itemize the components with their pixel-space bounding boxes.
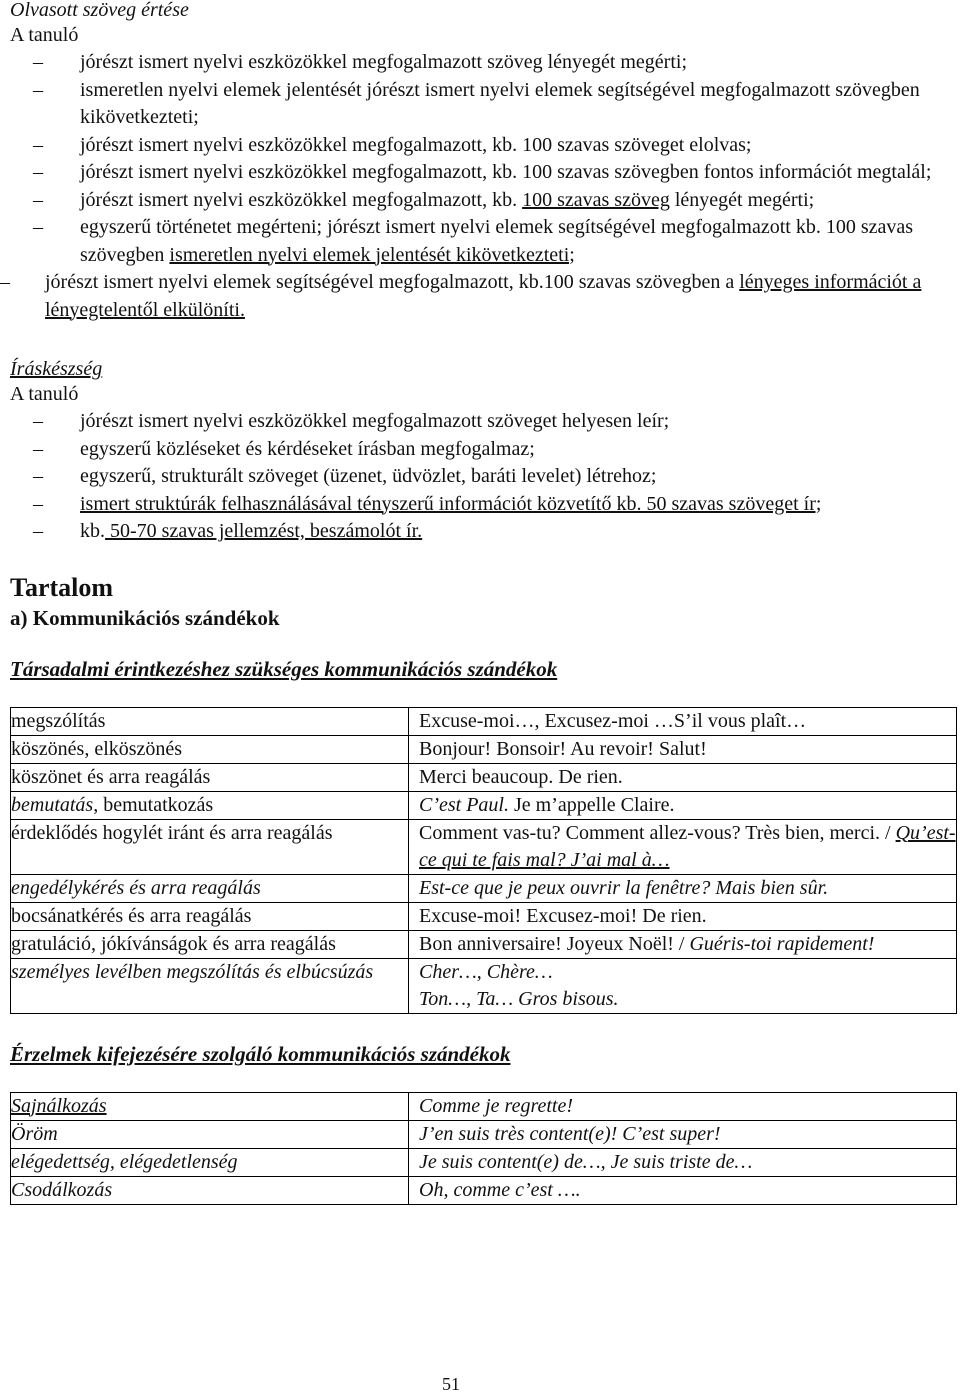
table-row [11, 958, 957, 1013]
table-row [11, 791, 957, 819]
table-cell: Est-ce que je peux ouvrir la fenêtre? Mais bien sûr. [409, 874, 957, 902]
table-row [11, 1092, 957, 1120]
table-cell: Excuse-moi! Excusez-moi! De rien. [409, 902, 957, 930]
table-row [11, 707, 957, 735]
table-cell: Comme je regrette! [409, 1092, 957, 1120]
list-item: – egyszerű történetet megérteni; jórészt ismert nyelvi elemek segítségével megfogalmazott kb. 100 szavas szövegben ismeretlen nyelvi elemek jelentését kikövetkezteti; [33, 216, 914, 266]
table-row [11, 930, 957, 958]
table-row [11, 819, 957, 874]
table-cell: Comment vas-tu? Comment allez-vous? Très bien, merci. / Qu’est-ce qui te fais mal? J’ai mal à… [409, 819, 957, 874]
table-cell: Öröm [11, 1120, 409, 1148]
list-item: – jórészt ismert nyelvi elemek segítségével megfogalmazott, kb.100 szavas szövegben a lényeges információt a lényegtelentől elkülöníti. [0, 271, 922, 321]
section-intro-reading: A tanuló [10, 24, 79, 46]
table-cell: C’est Paul. Je m’appelle Claire. [409, 791, 957, 819]
list-item: – ismeretlen nyelvi elemek jelentését jórészt ismert nyelvi elemek segítségével megfogalmazott szövegben kikövetkezteti; [33, 78, 920, 128]
table-cell: Sajnálkozás [11, 1092, 409, 1120]
writing-list [10, 408, 950, 546]
table-cell: köszönés, elköszönés [11, 735, 409, 763]
section-title-writing: Íráskészség [10, 358, 103, 380]
table-row [11, 874, 957, 902]
table-cell: bemutatás, bemutatkozás [11, 791, 409, 819]
content-heading: Tartalom [10, 572, 114, 602]
table-row [11, 1120, 957, 1148]
table-cell: Excuse-moi…, Excusez-moi …S’il vous plaît… [409, 707, 957, 735]
section-intro-writing: A tanuló [10, 383, 79, 405]
table-cell: Je suis content(e) de…, Je suis triste de… [409, 1148, 957, 1176]
table-cell: elégedettség, elégedetlenség [11, 1148, 409, 1176]
list-item: – jórészt ismert nyelvi eszközökkel megfogalmazott, kb. 100 szavas szöveg lényegét megérti; [33, 188, 815, 211]
table-row [11, 735, 957, 763]
table-cell: Oh, comme c’est …. [409, 1176, 957, 1204]
list-item: – jórészt ismert nyelvi eszközökkel megfogalmazott szöveg lényegét megérti; [33, 51, 688, 73]
table-cell: személyes levélben megszólítás és elbúcsúzás [11, 958, 409, 1013]
table-cell: gratuláció, jókívánságok és arra reagálás [11, 930, 409, 958]
emotion-intents-table [10, 1092, 957, 1205]
content-subheading: a) Kommunikációs szándékok [10, 605, 280, 630]
category-heading-social: Társadalmi érintkezéshez szükséges kommunikációs szándékok [10, 656, 558, 681]
table-row [11, 902, 957, 930]
table-cell: Bon anniversaire! Joyeux Noël! / Guéris-toi rapidement! [409, 930, 957, 958]
category-heading-emotions: Érzelmek kifejezésére szolgáló kommunikációs szándékok [10, 1041, 511, 1066]
table-row [11, 763, 957, 791]
table-row [11, 1176, 957, 1204]
table-cell: J’en suis très content(e)! C’est super! [409, 1120, 957, 1148]
table-cell: Csodálkozás [11, 1176, 409, 1204]
table-cell: Cher…, Chère… Ton…, Ta… Gros bisous. [409, 958, 957, 1013]
list-item: – egyszerű közléseket és kérdéseket írásban megfogalmaz; [33, 437, 535, 460]
list-item: – jórészt ismert nyelvi eszközökkel megfogalmazott, kb. 100 szavas szövegben fontos információt megtalál; [33, 161, 932, 183]
list-item: – jórészt ismert nyelvi eszközökkel megfogalmazott szöveget helyesen leír; [33, 410, 670, 432]
page-number: 51 [442, 1374, 460, 1394]
list-item: – jórészt ismert nyelvi eszközökkel megfogalmazott, kb. 100 szavas szöveget elolvas; [33, 133, 752, 156]
section-title-reading: Olvasott szöveg értése [10, 0, 189, 21]
table-cell: engedélykérés és arra reagálás [11, 874, 409, 902]
table-cell: köszönet és arra reagálás [11, 763, 409, 791]
table-cell: érdeklődés hogylét iránt és arra reagálás [11, 819, 409, 874]
table-row [11, 1148, 957, 1176]
list-item: – kb. 50-70 szavas jellemzést, beszámolót ír. [33, 520, 423, 542]
list-item: – egyszerű, strukturált szöveget (üzenet, üdvözlet, baráti levelet) létrehoz; [33, 465, 657, 487]
table-cell: Bonjour! Bonsoir! Au revoir! Salut! [409, 735, 957, 763]
reading-list [0, 49, 950, 324]
table-cell: Merci beaucoup. De rien. [409, 763, 957, 791]
table-cell: bocsánatkérés és arra reagálás [11, 902, 409, 930]
social-intents-table [10, 707, 957, 1014]
list-item: – ismert struktúrák felhasználásával tényszerű információt közvetítő kb. 50 szavas szöveget ír; [33, 492, 822, 515]
table-cell: megszólítás [11, 707, 409, 735]
